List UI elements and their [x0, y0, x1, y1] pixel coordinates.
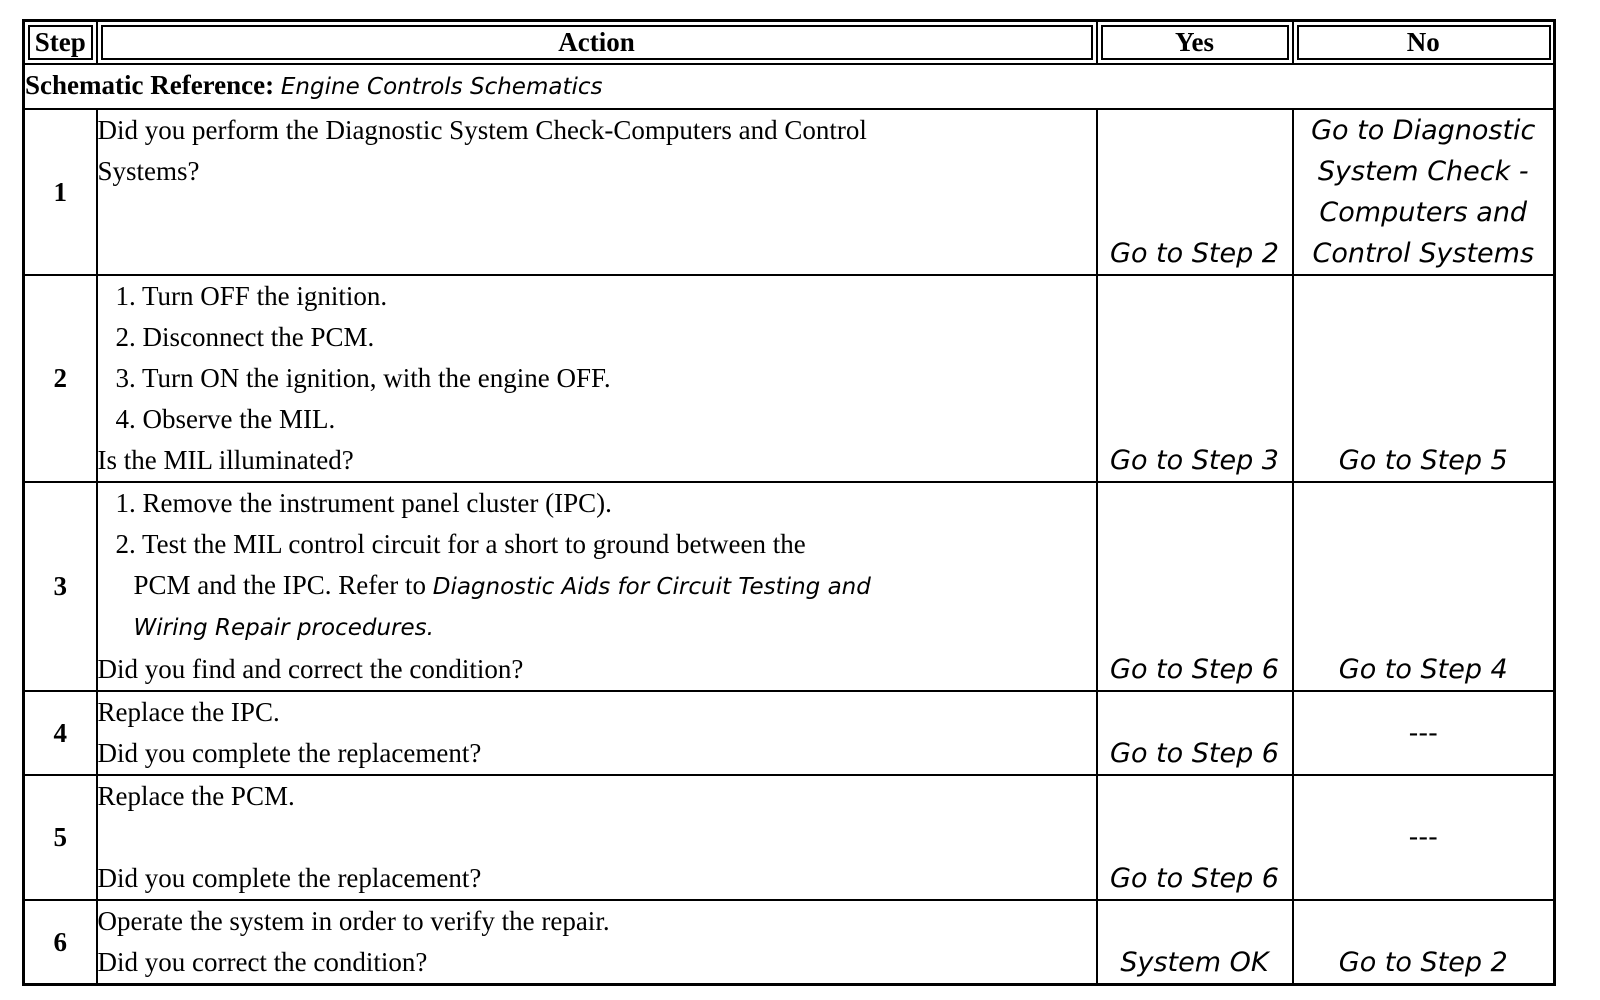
action-question: Did you find and correct the condition?	[97, 654, 524, 684]
step-number: 4	[24, 691, 97, 775]
no-line: Computers and	[1319, 197, 1528, 228]
yes-cell: System OK	[1097, 900, 1293, 985]
table-row	[24, 275, 1555, 482]
action-item: 4. Observe the MIL.	[115, 404, 336, 434]
reference-link-text: Wiring Repair procedures.	[133, 615, 434, 641]
step-number: 3	[24, 482, 97, 691]
step-number: 1	[24, 109, 97, 275]
action-cell	[97, 900, 1097, 985]
schematic-reference-row	[24, 64, 1555, 109]
table-row	[24, 109, 1555, 275]
no-line: Go to Diagnostic	[1311, 115, 1536, 146]
action-item: 2. Disconnect the PCM.	[115, 322, 375, 352]
table-row	[24, 900, 1555, 985]
step-number: 5	[24, 775, 97, 900]
action-cell	[97, 775, 1097, 900]
action-item: 3. Turn ON the ignition, with the engine OFF.	[115, 363, 611, 393]
action-line: Did you perform the Diagnostic System Check-Computers and Control	[97, 115, 867, 145]
action-cell	[97, 275, 1097, 482]
action-item: 1. Remove the instrument panel cluster (IPC).	[115, 488, 612, 518]
action-line: Operate the system in order to verify the repair.	[97, 906, 610, 936]
action-cell	[97, 482, 1097, 691]
action-question: Is the MIL illuminated?	[97, 445, 354, 475]
continuation-text: PCM and the IPC. Refer to	[133, 570, 426, 600]
no-cell: Go to Step 4	[1293, 482, 1555, 691]
reference-link-text: Diagnostic Aids for Circuit Testing and	[432, 574, 871, 600]
diagnostic-table	[22, 19, 1556, 986]
yes-cell: Go to Step 6	[1097, 691, 1293, 775]
schematic-reference-label: Schematic Reference:	[25, 70, 275, 100]
header-no: No	[1293, 21, 1555, 65]
no-cell: ---	[1293, 775, 1555, 900]
action-question: Did you correct the condition?	[97, 947, 428, 977]
yes-cell: Go to Step 3	[1097, 275, 1293, 482]
yes-cell: Go to Step 2	[1097, 109, 1293, 275]
action-question: Did you complete the replacement?	[97, 738, 482, 768]
table-row	[24, 775, 1555, 900]
no-line: System Check -	[1317, 156, 1529, 187]
schematic-reference-value: Engine Controls Schematics	[280, 74, 603, 100]
action-question: Did you complete the replacement?	[97, 863, 482, 893]
header-action: Action	[97, 21, 1097, 65]
yes-cell: Go to Step 6	[1097, 482, 1293, 691]
step-number: 6	[24, 900, 97, 985]
action-line: Systems?	[97, 156, 200, 186]
header-yes: Yes	[1097, 21, 1293, 65]
header-row	[24, 21, 1555, 65]
no-line: Control Systems	[1312, 238, 1535, 269]
action-continuation	[98, 565, 1096, 608]
action-cell	[97, 691, 1097, 775]
no-cell: Go to Step 2	[1293, 900, 1555, 985]
action-line: Replace the IPC.	[97, 697, 280, 727]
header-step: Step	[24, 21, 97, 65]
action-line: Replace the PCM.	[97, 781, 295, 811]
yes-cell: Go to Step 6	[1097, 775, 1293, 900]
table-row	[24, 482, 1555, 691]
no-cell: Go to Step 5	[1293, 275, 1555, 482]
schematic-reference	[24, 64, 1555, 109]
action-item: 1. Turn OFF the ignition.	[115, 281, 388, 311]
action-cell	[97, 109, 1097, 275]
action-item: 2. Test the MIL control circuit for a short to ground between the	[115, 529, 806, 559]
action-spacer	[98, 817, 1096, 858]
no-cell	[1293, 109, 1555, 275]
no-cell: ---	[1293, 691, 1555, 775]
step-number: 2	[24, 275, 97, 482]
table-row	[24, 691, 1555, 775]
